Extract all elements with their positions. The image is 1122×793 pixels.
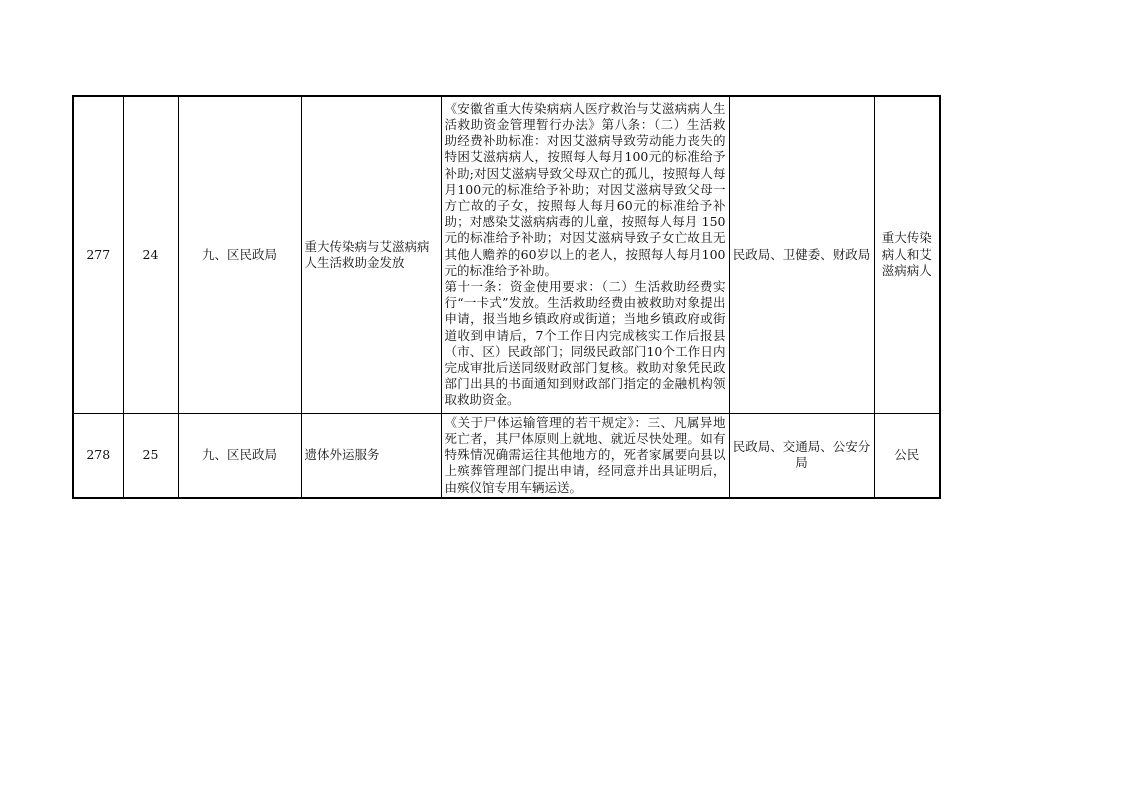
basis-paragraph: 《关于尸体运输管理的若干规定》：三、凡属异地死亡者，其尸体原则上就地、就近尽快处理。如有特殊情况确需运往其他地方的，死者家属要向县以上殡葬管理部门提出申请，经同意并出具证明后，由殡仪馆专用车辆运送。 <box>444 414 726 495</box>
item-cell: 重大传染病与艾滋病病人生活救助金发放 <box>301 96 441 413</box>
seq-cell: 278 <box>73 413 123 498</box>
units-cell: 民政局、卫健委、财政局 <box>729 96 874 413</box>
table-row <box>73 96 940 413</box>
sub-seq-cell: 24 <box>123 96 178 413</box>
department-cell: 九、区民政局 <box>178 96 301 413</box>
sub-seq-cell: 25 <box>123 413 178 498</box>
seq-cell: 277 <box>73 96 123 413</box>
basis-cell <box>441 96 729 413</box>
table-row <box>73 413 940 498</box>
target-cell: 重大传染病人和艾滋病病人 <box>874 96 940 413</box>
target-cell: 公民 <box>874 413 940 498</box>
basis-cell <box>441 413 729 498</box>
department-cell: 九、区民政局 <box>178 413 301 498</box>
units-cell: 民政局、交通局、公安分局 <box>729 413 874 498</box>
item-cell: 遗体外运服务 <box>301 413 441 498</box>
basis-paragraph: 第十一条：资金使用要求：（二）生活救助经费实行“一卡式”发放。生活救助经费由被救助对象提出申请，报当地乡镇政府或街道；当地乡镇政府或街道收到申请后，7个工作日内完成核实工作后报县（市、区）民政部门；同级民政部门10个工作日内完成审批后送同级财政部门复核。救助对象凭民政部门出具的书面通知到财政部门指定的金融机构领取救助资金。 <box>444 279 726 408</box>
basis-paragraph: 《安徽省重大传染病病人医疗救治与艾滋病病人生活救助资金管理暂行办法》第八条：（二）生活救助经费补助标准：对因艾滋病导致劳动能力丧失的特困艾滋病病人，按照每人每月100元的标准给予补助;对因艾滋病导致父母双亡的孤儿，按照每人每月100元的标准给予补助；对因艾滋病导致父母一方亡故的子女，按照每人每月60元的标准给予补助；对感染艾滋病病毒的儿童，按照每人每月 150元的标准给予补助；对因艾滋病导致子女亡故且无其他人赡养的60岁以上的老人，按照每人每月100元的标准给予补助。 <box>444 100 726 278</box>
service-table <box>72 95 941 499</box>
